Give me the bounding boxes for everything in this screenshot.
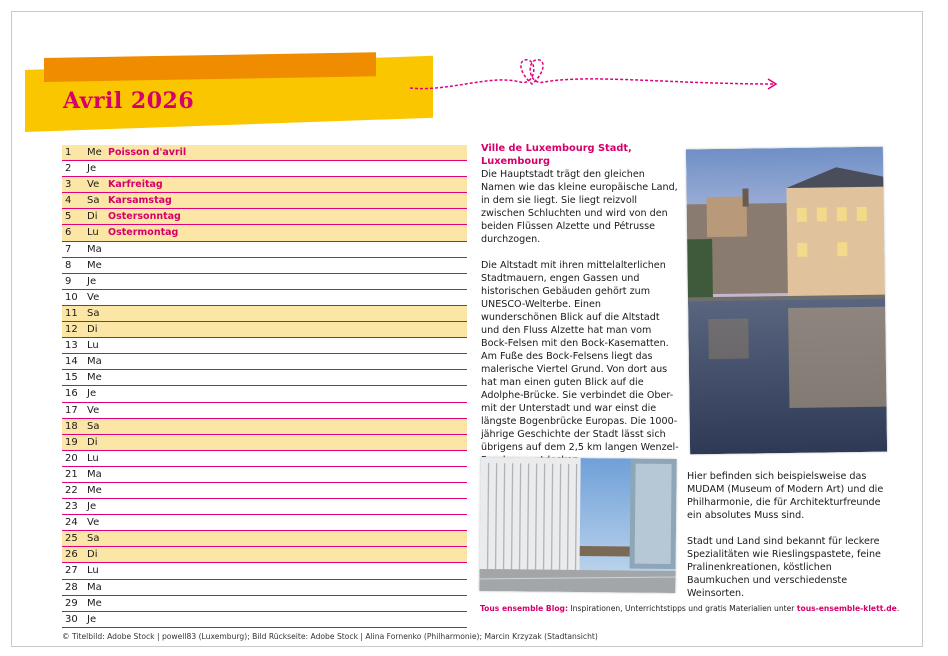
calendar-day-number: 27: [65, 565, 78, 577]
calendar-weekday: Di: [87, 436, 98, 448]
calendar-day-number: 6: [65, 227, 72, 239]
calendar-row: [62, 290, 467, 306]
calendar-day-number: 9: [65, 275, 72, 287]
calendar-day-number: 26: [65, 549, 78, 561]
calendar-event: Poisson d'avril: [108, 147, 187, 158]
calendar-weekday: Di: [87, 211, 98, 223]
calendar-day-number: 7: [65, 243, 72, 255]
calendar-row: [62, 563, 467, 579]
calendar-weekday: Sa: [87, 307, 100, 319]
calendar-event: Karsamstag: [108, 195, 172, 207]
calendar-weekday: Sa: [87, 195, 100, 207]
calendar-row: [62, 467, 467, 483]
calendar-weekday: Ve: [87, 517, 100, 529]
calendar-day-number: 18: [65, 420, 78, 432]
calendar-row: [62, 258, 467, 274]
calendar-row: [62, 177, 467, 193]
calendar-weekday: Lu: [87, 227, 99, 239]
page-title: Avril 2026: [63, 88, 195, 114]
calendar-day-number: 8: [65, 259, 72, 271]
calendar-weekday: Ma: [87, 581, 102, 593]
calendar-weekday: Me: [87, 259, 102, 271]
calendar-weekday: Lu: [87, 452, 99, 464]
calendar-row: [62, 596, 467, 612]
calendar-day-number: 28: [65, 581, 78, 593]
calendar-event: Ostermontag: [108, 227, 179, 239]
calendar-row: [62, 209, 467, 225]
calendar-weekday: Je: [87, 388, 97, 400]
calendar-day-number: 24: [65, 517, 78, 529]
calendar-day-number: 16: [65, 388, 78, 400]
calendar-list: [62, 145, 467, 628]
calendar-event: Ostersonntag: [108, 211, 181, 223]
calendar-day-number: 11: [65, 307, 78, 319]
blog-text: Inspirationen, Unterrichtstipps und gratis Materialien unter: [568, 604, 797, 613]
calendar-row: [62, 370, 467, 386]
calendar-row: [62, 547, 467, 563]
calendar-row: [62, 338, 467, 354]
blog-link[interactable]: tous-ensemble-klett.de: [796, 604, 897, 613]
calendar-day-number: 13: [65, 340, 78, 352]
blog-label: Tous ensemble Blog:: [480, 604, 569, 613]
calendar-weekday: Me: [87, 372, 102, 384]
calendar-row: [62, 161, 467, 177]
calendar-row: [62, 354, 467, 370]
calendar-day-number: 12: [65, 324, 78, 336]
side-paragraph-1: Hier befinden sich beispielsweise das MUDAM (Museum of Modern Art) und die Philharmonie, die für Architekturfreunde ein absolutes Muss sind.: [687, 471, 884, 521]
calendar-day-number: 2: [65, 163, 72, 175]
calendar-row: [62, 435, 467, 451]
calendar-weekday: Ve: [87, 404, 100, 416]
calendar-row: [62, 451, 467, 467]
calendar-row: [62, 403, 467, 419]
calendar-weekday: Di: [87, 324, 98, 336]
calendar-weekday: Lu: [87, 340, 99, 352]
calendar-day-number: 5: [65, 211, 72, 223]
calendar-row: [62, 499, 467, 515]
calendar-day-number: 25: [65, 533, 78, 545]
side-text: [687, 470, 887, 613]
calendar-row: [62, 386, 467, 402]
calendar-day-number: 21: [65, 468, 78, 480]
calendar-weekday: Je: [87, 501, 97, 513]
calendar-row: [62, 322, 467, 338]
calendar-day-number: 20: [65, 452, 78, 464]
article-paragraph-1: Die Hauptstadt trägt den gleichen Namen wie das kleine europäische Land, in dem sie liegt. Sie liegt reizvoll zwischen Schluchten und wird von den beiden Flüssen Alzette und Pétrusse durchzogen.: [481, 169, 678, 245]
calendar-day-number: 1: [65, 147, 72, 158]
calendar-weekday: Je: [87, 275, 97, 287]
calendar-day-number: 3: [65, 179, 72, 191]
calendar-day-number: 22: [65, 484, 78, 496]
calendar-row: [62, 193, 467, 209]
calendar-row: [62, 515, 467, 531]
calendar-row: [62, 306, 467, 322]
heart-line-decoration: [410, 52, 790, 102]
calendar-weekday: Je: [87, 613, 97, 625]
calendar-weekday: Je: [87, 163, 97, 175]
calendar-day-number: 30: [65, 613, 78, 625]
calendar-weekday: Sa: [87, 533, 100, 545]
calendar-weekday: Me: [87, 484, 102, 496]
calendar-day-number: 15: [65, 372, 78, 384]
calendar-weekday: Ve: [87, 291, 100, 303]
calendar-row: [62, 580, 467, 596]
article-paragraph-2: Die Altstadt mit ihren mittelalterlichen Stadtmauern, engen Gassen und historischen Gebäuden gehört zum UNESCO-Welterbe. Einen wunderschönen Blick auf die Altstadt und den Fluss Alzette hat man vom Bock-Felsen mit den Bock-Kasematten. Am Fuße des Bock-Felsens liegt das malerische Viertel Grund. Von dort aus hat man einen guten Blick auf die Adolphe-Brücke. Sie verbindet die Ober- mit der Unterstadt und war einst die längste Bogenbrücke Europas. Die 1000-jährige Geschichte der Stadt lässt sich übrigens auf dem 2,5 km langen Wenzel-: [481, 260, 679, 453]
calendar-row: [62, 483, 467, 499]
calendar-day-number: 29: [65, 597, 78, 609]
calendar-day-number: 19: [65, 436, 78, 448]
calendar-weekday: Ma: [87, 243, 102, 255]
blog-footer: Tous ensemble Blog: Inspirationen, Unterrichtstipps und gratis Materialien unter tous-ensemble-klett.de.: [480, 604, 900, 613]
calendar-weekday: Ve: [87, 179, 100, 191]
image-credits: © Titelbild: Adobe Stock | powell83 (Luxemburg); Bild Rückseite: Adobe Stock | Alina Fornenko (Philharmonie); Marcin Krzyzak (Stadtansicht): [62, 632, 598, 641]
calendar-day-number: 10: [65, 291, 78, 303]
calendar-row: [62, 225, 467, 241]
calendar-event: Karfreitag: [108, 179, 163, 191]
calendar-row: [62, 612, 467, 628]
calendar-row: [62, 274, 467, 290]
calendar-weekday: Lu: [87, 565, 99, 577]
calendar-row: [62, 242, 467, 258]
luxembourg-city-photo: [686, 147, 887, 455]
calendar-weekday: Me: [87, 147, 102, 158]
calendar-day-number: 14: [65, 356, 78, 368]
calendar-day-number: 17: [65, 404, 78, 416]
philharmonie-photo: [479, 457, 676, 593]
calendar-weekday: Di: [87, 549, 98, 561]
calendar-weekday: Me: [87, 597, 102, 609]
calendar-row: [62, 145, 467, 161]
article-heading: Ville de Luxembourg Stadt, Luxembourg: [481, 143, 632, 167]
calendar-row: [62, 419, 467, 435]
calendar-weekday: Ma: [87, 356, 102, 368]
calendar-row: [62, 531, 467, 547]
calendar-weekday: Ma: [87, 468, 102, 480]
calendar-weekday: Sa: [87, 420, 100, 432]
side-paragraph-2: Stadt und Land sind bekannt für leckere Spezialitäten wie Rieslingspastete, feine Pralinenkreationen, köstlichen Baumkuchen und verschiedenste Weinsorten.: [687, 536, 881, 599]
calendar-day-number: 23: [65, 501, 78, 513]
calendar-day-number: 4: [65, 195, 72, 207]
